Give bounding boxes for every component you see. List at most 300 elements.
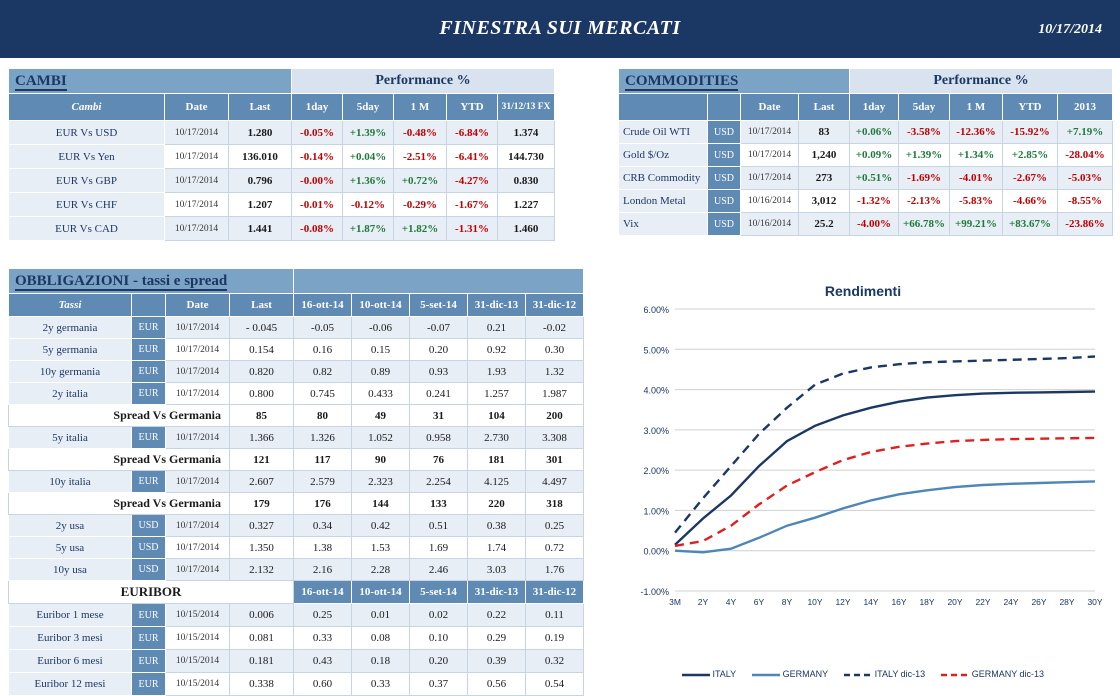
bond-date: 10/17/2014	[166, 427, 230, 449]
commodity-name: CRB Commodity	[619, 167, 708, 190]
svg-text:18Y: 18Y	[919, 597, 935, 607]
col-5day: 5day	[343, 94, 394, 121]
col-name	[619, 94, 708, 121]
cambi-1day: -0.01%	[292, 193, 343, 217]
euribor-c2: 0.01	[352, 604, 410, 627]
svg-text:8Y: 8Y	[781, 597, 793, 607]
col-fx: 31/12/13 FX	[498, 94, 555, 121]
euribor-c4: 0.39	[468, 650, 526, 673]
svg-text:3.00%: 3.00%	[643, 425, 669, 436]
cambi-table	[8, 68, 555, 241]
euribor-c5: 0.54	[526, 673, 584, 696]
spread-label: Spread Vs Germania	[9, 493, 230, 515]
bond-last: - 0.045	[230, 317, 294, 339]
commodity-1day: -4.00%	[850, 213, 899, 236]
bond-name: 10y germania	[9, 361, 132, 383]
col-10ott14: 10-ott-14	[352, 581, 410, 604]
commodity-date: 10/16/2014	[741, 213, 799, 236]
bond-name: 10y usa	[9, 559, 132, 581]
bond-date: 10/17/2014	[166, 317, 230, 339]
spread-c3: 31	[410, 405, 468, 427]
bond-date: 10/17/2014	[166, 383, 230, 405]
spread-label: Spread Vs Germania	[9, 449, 230, 471]
cambi-5day: +1.36%	[343, 169, 394, 193]
table-row	[619, 213, 1113, 236]
bond-c2: 0.15	[352, 339, 410, 361]
cambi-ytd: -1.67%	[447, 193, 498, 217]
table-row	[9, 217, 555, 241]
euribor-c5: 0.11	[526, 604, 584, 627]
cambi-ytd: -6.84%	[447, 121, 498, 145]
bond-c4: 1.74	[468, 537, 526, 559]
col-last: Last	[799, 94, 850, 121]
commodity-2013: -5.03%	[1058, 167, 1113, 190]
bond-last: 1.366	[230, 427, 294, 449]
bond-c1: 1.326	[294, 427, 352, 449]
col-date: Date	[741, 94, 799, 121]
col-ytd: YTD	[447, 94, 498, 121]
commodity-name: London Metal	[619, 190, 708, 213]
cambi-name: EUR Vs USD	[9, 121, 165, 145]
bond-c1: 1.38	[294, 537, 352, 559]
bond-c2: 2.323	[352, 471, 410, 493]
spread-c1: 117	[294, 449, 352, 471]
euribor-name: Euribor 3 mesi	[9, 627, 132, 650]
euribor-c1: 0.43	[294, 650, 352, 673]
commodity-date: 10/16/2014	[741, 190, 799, 213]
svg-text:28Y: 28Y	[1059, 597, 1075, 607]
cambi-panel	[8, 68, 555, 241]
cambi-header-row	[9, 94, 555, 121]
bond-c3: 0.20	[410, 339, 468, 361]
bond-c2: 0.42	[352, 515, 410, 537]
bond-c3: 2.254	[410, 471, 468, 493]
bond-c3: 1.69	[410, 537, 468, 559]
commodity-2013: -28.04%	[1058, 144, 1113, 167]
spread-c4: 181	[468, 449, 526, 471]
table-row	[9, 627, 584, 650]
spread-c1: 176	[294, 493, 352, 515]
commodity-last: 3,012	[799, 190, 850, 213]
bond-c2: 0.433	[352, 383, 410, 405]
bond-last: 1.350	[230, 537, 294, 559]
bond-c1: 2.16	[294, 559, 352, 581]
euribor-name: Euribor 6 mesi	[9, 650, 132, 673]
bond-c4: 1.93	[468, 361, 526, 383]
bond-ccy: EUR	[132, 471, 166, 493]
svg-text:4.00%: 4.00%	[643, 385, 669, 396]
col-2013: 2013	[1058, 94, 1113, 121]
bond-last: 2.607	[230, 471, 294, 493]
table-row	[9, 317, 584, 339]
bond-c1: 0.34	[294, 515, 352, 537]
bond-c4: 0.38	[468, 515, 526, 537]
euribor-last: 0.181	[230, 650, 294, 673]
spread-last: 121	[230, 449, 294, 471]
spread-c3: 133	[410, 493, 468, 515]
cambi-date: 10/17/2014	[165, 121, 229, 145]
euribor-c3: 0.20	[410, 650, 468, 673]
commodity-ccy: USD	[708, 167, 741, 190]
chart-canvas	[613, 269, 1113, 689]
commodity-ccy: USD	[708, 144, 741, 167]
bond-c3: 0.93	[410, 361, 468, 383]
col-1day: 1day	[850, 94, 899, 121]
commodity-2013: +7.19%	[1058, 121, 1113, 144]
euribor-name: Euribor 12 mesi	[9, 673, 132, 696]
bond-name: 5y usa	[9, 537, 132, 559]
spread-c3: 76	[410, 449, 468, 471]
commodity-1m: -12.36%	[950, 121, 1003, 144]
bond-c4: 1.257	[468, 383, 526, 405]
bond-ccy: EUR	[132, 361, 166, 383]
bond-c3: 0.241	[410, 383, 468, 405]
table-row	[9, 673, 584, 696]
svg-text:12Y: 12Y	[835, 597, 851, 607]
col-31dic13: 31-dic-13	[468, 581, 526, 604]
bond-c2: 2.28	[352, 559, 410, 581]
commodity-ccy: USD	[708, 190, 741, 213]
cambi-1m: -2.51%	[394, 145, 447, 169]
col-date: Date	[165, 94, 229, 121]
table-row	[9, 361, 584, 383]
euribor-name: Euribor 1 mese	[9, 604, 132, 627]
col-1day: 1day	[292, 94, 343, 121]
commodity-1day: +0.51%	[850, 167, 899, 190]
cambi-1m: +1.82%	[394, 217, 447, 241]
commodity-1day: +0.09%	[850, 144, 899, 167]
bond-date: 10/17/2014	[166, 339, 230, 361]
col-cambi: Cambi	[9, 94, 165, 121]
cambi-last: 1.207	[229, 193, 292, 217]
euribor-c1: 0.25	[294, 604, 352, 627]
col-last: Last	[230, 294, 294, 317]
table-row	[9, 383, 584, 405]
bond-last: 0.327	[230, 515, 294, 537]
bond-ccy: EUR	[132, 317, 166, 339]
bond-last: 0.820	[230, 361, 294, 383]
cambi-5day: +0.04%	[343, 145, 394, 169]
spread-c1: 80	[294, 405, 352, 427]
col-ytd: YTD	[1003, 94, 1058, 121]
commodity-ytd: +2.85%	[1003, 144, 1058, 167]
cambi-1m: +0.72%	[394, 169, 447, 193]
obbligazioni-title-row	[9, 269, 584, 294]
euribor-c5: 0.32	[526, 650, 584, 673]
table-row	[9, 604, 584, 627]
svg-text:24Y: 24Y	[1003, 597, 1019, 607]
bond-name: 10y italia	[9, 471, 132, 493]
spread-c2: 49	[352, 405, 410, 427]
col-31dic13: 31-dic-13	[468, 294, 526, 317]
rendimenti-chart	[612, 268, 1114, 690]
spread-c2: 90	[352, 449, 410, 471]
bond-c3: 0.51	[410, 515, 468, 537]
chart-title: Rendimenti	[824, 283, 902, 299]
spread-c5: 200	[526, 405, 584, 427]
cambi-fx: 0.830	[498, 169, 555, 193]
col-1m: 1 M	[394, 94, 447, 121]
obbligazioni-table	[8, 268, 584, 696]
euribor-last: 0.081	[230, 627, 294, 650]
bond-date: 10/17/2014	[166, 515, 230, 537]
spread-row	[9, 449, 584, 471]
commodity-date: 10/17/2014	[741, 167, 799, 190]
col-1m: 1 M	[950, 94, 1003, 121]
bond-c1: -0.05	[294, 317, 352, 339]
euribor-c3: 0.02	[410, 604, 468, 627]
euribor-ccy: EUR	[132, 673, 166, 696]
cambi-fx: 1.374	[498, 121, 555, 145]
commodity-1day: -1.32%	[850, 190, 899, 213]
commodity-5day: +1.39%	[899, 144, 950, 167]
cambi-1m: -0.29%	[394, 193, 447, 217]
obbligazioni-title-filler	[294, 269, 584, 294]
bond-ccy: USD	[132, 559, 166, 581]
commodities-panel	[618, 68, 1113, 236]
bond-c4: 2.730	[468, 427, 526, 449]
table-row	[9, 193, 555, 217]
col-16ott14: 16-ott-14	[294, 294, 352, 317]
commodity-date: 10/17/2014	[741, 121, 799, 144]
svg-text:4Y: 4Y	[725, 597, 737, 607]
bond-ccy: EUR	[132, 427, 166, 449]
bond-c1: 0.82	[294, 361, 352, 383]
bond-c5: 0.72	[526, 537, 584, 559]
table-row	[9, 145, 555, 169]
spread-last: 179	[230, 493, 294, 515]
spread-c5: 301	[526, 449, 584, 471]
legend-item: ITALY dic-13	[872, 669, 926, 679]
commodities-title: COMMODITIES	[619, 69, 850, 94]
bond-c3: 2.46	[410, 559, 468, 581]
bond-c2: -0.06	[352, 317, 410, 339]
commodity-ytd: -2.67%	[1003, 167, 1058, 190]
spread-row	[9, 405, 584, 427]
euribor-c4: 0.29	[468, 627, 526, 650]
spread-c4: 104	[468, 405, 526, 427]
col-31dic12: 31-dic-12	[526, 581, 584, 604]
bond-c5: 3.308	[526, 427, 584, 449]
cambi-5day: +1.87%	[343, 217, 394, 241]
svg-text:2.00%: 2.00%	[643, 466, 669, 477]
euribor-ccy: EUR	[132, 650, 166, 673]
euribor-c1: 0.33	[294, 627, 352, 650]
commodity-1m: -4.01%	[950, 167, 1003, 190]
col-16ott14: 16-ott-14	[294, 581, 352, 604]
commodity-5day: -1.69%	[899, 167, 950, 190]
commodity-1m: -5.83%	[950, 190, 1003, 213]
commodities-performance-header: Performance %	[850, 69, 1113, 94]
col-ccy	[132, 294, 166, 317]
svg-text:16Y: 16Y	[891, 597, 907, 607]
svg-text:3M: 3M	[669, 597, 681, 607]
bond-c5: 4.497	[526, 471, 584, 493]
commodity-2013: -8.55%	[1058, 190, 1113, 213]
bond-last: 0.800	[230, 383, 294, 405]
cambi-5day: +1.39%	[343, 121, 394, 145]
bond-c5: 1.987	[526, 383, 584, 405]
col-last: Last	[229, 94, 292, 121]
commodity-5day: +66.78%	[899, 213, 950, 236]
table-row	[619, 121, 1113, 144]
col-5set14: 5-set-14	[410, 581, 468, 604]
cambi-ytd: -6.41%	[447, 145, 498, 169]
bond-c2: 1.052	[352, 427, 410, 449]
cambi-fx: 1.460	[498, 217, 555, 241]
euribor-ccy: EUR	[132, 627, 166, 650]
cambi-date: 10/17/2014	[165, 193, 229, 217]
cambi-1day: -0.08%	[292, 217, 343, 241]
cambi-date: 10/17/2014	[165, 145, 229, 169]
commodity-last: 25.2	[799, 213, 850, 236]
cambi-date: 10/17/2014	[165, 217, 229, 241]
col-ccy	[708, 94, 741, 121]
commodity-name: Gold $/Oz	[619, 144, 708, 167]
cambi-title: CAMBI	[9, 69, 292, 94]
commodities-header-row	[619, 94, 1113, 121]
euribor-title: EURIBOR	[9, 581, 294, 604]
cambi-ytd: -4.27%	[447, 169, 498, 193]
bond-c4: 0.92	[468, 339, 526, 361]
bond-c5: 1.32	[526, 361, 584, 383]
svg-text:6Y: 6Y	[753, 597, 765, 607]
svg-text:22Y: 22Y	[975, 597, 991, 607]
commodity-5day: -3.58%	[899, 121, 950, 144]
page-header	[0, 0, 1120, 61]
legend-item: GERMANY	[780, 669, 829, 679]
commodity-1m: +1.34%	[950, 144, 1003, 167]
obbligazioni-panel	[8, 268, 584, 696]
euribor-ccy: EUR	[132, 604, 166, 627]
bond-c1: 2.579	[294, 471, 352, 493]
bond-ccy: EUR	[132, 383, 166, 405]
euribor-c4: 0.56	[468, 673, 526, 696]
obbligazioni-header-row	[9, 294, 584, 317]
cambi-fx: 1.227	[498, 193, 555, 217]
bond-c1: 0.745	[294, 383, 352, 405]
cambi-title-row	[9, 69, 555, 94]
bond-c5: 1.76	[526, 559, 584, 581]
spread-c4: 220	[468, 493, 526, 515]
euribor-c3: 0.37	[410, 673, 468, 696]
col-31dic12: 31-dic-12	[526, 294, 584, 317]
table-row	[9, 471, 584, 493]
commodity-ytd: -4.66%	[1003, 190, 1058, 213]
bond-name: 2y germania	[9, 317, 132, 339]
table-row	[9, 537, 584, 559]
cambi-last: 1.441	[229, 217, 292, 241]
euribor-c2: 0.08	[352, 627, 410, 650]
svg-text:0.00%: 0.00%	[643, 546, 669, 557]
svg-text:10Y: 10Y	[807, 597, 823, 607]
bond-c3: 0.958	[410, 427, 468, 449]
col-5day: 5day	[899, 94, 950, 121]
svg-text:26Y: 26Y	[1031, 597, 1047, 607]
euribor-c2: 0.33	[352, 673, 410, 696]
commodity-last: 83	[799, 121, 850, 144]
svg-text:6.00%: 6.00%	[643, 305, 669, 315]
bond-c5: 0.30	[526, 339, 584, 361]
bond-ccy: EUR	[132, 339, 166, 361]
bond-c1: 0.16	[294, 339, 352, 361]
legend-item: ITALY	[709, 669, 737, 679]
table-row	[619, 167, 1113, 190]
bond-name: 5y germania	[9, 339, 132, 361]
table-row	[9, 559, 584, 581]
table-row	[619, 190, 1113, 213]
bond-c2: 0.89	[352, 361, 410, 383]
euribor-last: 0.006	[230, 604, 294, 627]
commodity-date: 10/17/2014	[741, 144, 799, 167]
bond-name: 2y italia	[9, 383, 132, 405]
commodity-name: Crude Oil WTI	[619, 121, 708, 144]
table-row	[9, 121, 555, 145]
cambi-ytd: -1.31%	[447, 217, 498, 241]
bond-c5: -0.02	[526, 317, 584, 339]
bond-date: 10/17/2014	[166, 471, 230, 493]
commodities-title-row	[619, 69, 1113, 94]
svg-text:14Y: 14Y	[863, 597, 879, 607]
euribor-header-row	[9, 581, 584, 604]
cambi-1day: -0.14%	[292, 145, 343, 169]
bond-date: 10/17/2014	[166, 559, 230, 581]
table-row	[9, 515, 584, 537]
obbligazioni-title: OBBLIGAZIONI - tassi e spread	[9, 269, 294, 294]
chart-legend	[613, 669, 1113, 679]
bond-c4: 3.03	[468, 559, 526, 581]
commodity-1day: +0.06%	[850, 121, 899, 144]
cambi-name: EUR Vs CHF	[9, 193, 165, 217]
commodity-ytd: +83.67%	[1003, 213, 1058, 236]
euribor-date: 10/15/2014	[166, 604, 230, 627]
table-row	[9, 650, 584, 673]
euribor-c4: 0.22	[468, 604, 526, 627]
svg-text:20Y: 20Y	[947, 597, 963, 607]
col-10ott14: 10-ott-14	[352, 294, 410, 317]
cambi-performance-header: Performance %	[292, 69, 555, 94]
svg-text:5.00%: 5.00%	[643, 345, 669, 356]
page-title: FINESTRA SUI MERCATI	[439, 17, 681, 39]
table-row	[9, 427, 584, 449]
euribor-date: 10/15/2014	[166, 650, 230, 673]
commodity-2013: -23.86%	[1058, 213, 1113, 236]
cambi-1day: -0.00%	[292, 169, 343, 193]
commodity-ccy: USD	[708, 213, 741, 236]
bond-c3: -0.07	[410, 317, 468, 339]
table-row	[9, 339, 584, 361]
svg-text:1.00%: 1.00%	[643, 506, 669, 517]
spread-label: Spread Vs Germania	[9, 405, 230, 427]
svg-text:2Y: 2Y	[697, 597, 709, 607]
euribor-last: 0.338	[230, 673, 294, 696]
bond-c2: 1.53	[352, 537, 410, 559]
bond-last: 2.132	[230, 559, 294, 581]
col-tassi: Tassi	[9, 294, 132, 317]
bond-ccy: USD	[132, 515, 166, 537]
euribor-date: 10/15/2014	[166, 673, 230, 696]
bond-c4: 4.125	[468, 471, 526, 493]
cambi-name: EUR Vs Yen	[9, 145, 165, 169]
table-row	[619, 144, 1113, 167]
cambi-1day: -0.05%	[292, 121, 343, 145]
cambi-5day: -0.12%	[343, 193, 394, 217]
bond-name: 2y usa	[9, 515, 132, 537]
cambi-name: EUR Vs GBP	[9, 169, 165, 193]
cambi-date: 10/17/2014	[165, 169, 229, 193]
cambi-last: 136.010	[229, 145, 292, 169]
cambi-name: EUR Vs CAD	[9, 217, 165, 241]
